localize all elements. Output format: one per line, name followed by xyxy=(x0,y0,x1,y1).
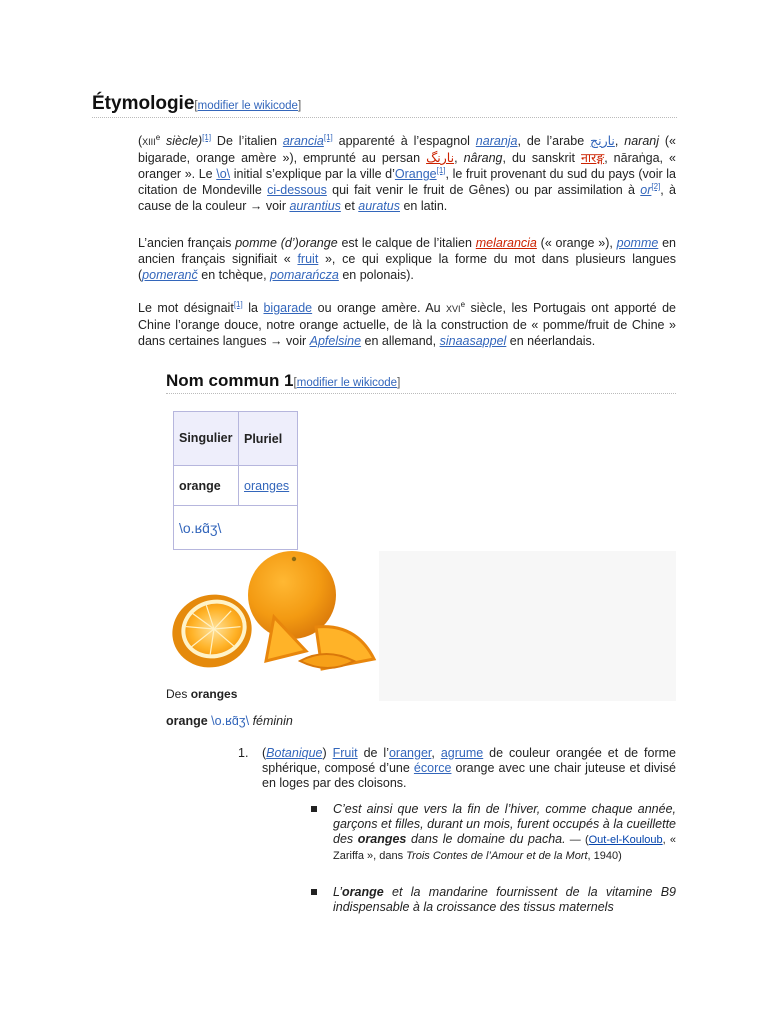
plural-form-link[interactable]: oranges xyxy=(244,478,290,493)
siecle-text: siècle) xyxy=(160,134,203,148)
text: Le mot désignait xyxy=(138,301,234,315)
oranges-image[interactable] xyxy=(166,551,379,679)
gender: féminin xyxy=(252,714,293,728)
link-arabic[interactable]: نارنج xyxy=(590,134,615,148)
text: en tchèque, xyxy=(197,268,271,282)
text: en allemand, xyxy=(361,334,440,348)
link-ecorce[interactable]: écorce xyxy=(413,761,452,775)
link-bigarade[interactable]: bigarade xyxy=(263,301,313,315)
definition-number: 1. xyxy=(238,746,249,760)
link-pron-o[interactable]: \o\ xyxy=(216,167,231,181)
headword-line xyxy=(166,714,293,728)
noun-heading xyxy=(166,371,676,394)
etymology-edit-section: [modifier le wikicode] xyxy=(194,100,302,112)
text: siècle, les Portugais ont apporté de Chine l’orange douce, notre orange actuelle, de là la construction de « pomme/fruit de Chine » dans certaines langues → voir xyxy=(138,301,676,348)
figure-background xyxy=(379,551,676,701)
link-ci-dessous[interactable]: ci-dessous xyxy=(267,183,327,197)
ref-1d[interactable]: [1] xyxy=(233,299,243,309)
text: , à cause de la couleur → voir xyxy=(138,183,676,213)
text: , nāraṅga, « oranger ». Le xyxy=(138,151,676,181)
example-bold: orange xyxy=(342,885,384,899)
text: C’est ainsi que vers la fin de l’hiver, comme chaque année, garçons et filles, durant un mois, furent occupés à la cueillette des xyxy=(333,802,676,846)
link-fruit-def[interactable]: Fruit xyxy=(332,746,358,760)
text: qui fait venir le fruit de Gênes) ou par assimilation à xyxy=(326,183,641,197)
plural-cell xyxy=(239,466,298,506)
example-bullet-2 xyxy=(311,889,317,895)
singular-form: orange xyxy=(174,466,239,506)
example-2 xyxy=(333,885,676,915)
text: en néerlandais. xyxy=(506,334,596,348)
word-dorange: (d’)orange xyxy=(276,236,338,250)
etymology-edit-link[interactable]: modifier le wikicode xyxy=(197,100,298,112)
text: est le calque de l’italien xyxy=(337,236,476,250)
text: de couleur orangée et de forme sphérique, composé d’une xyxy=(262,746,676,775)
ref-2[interactable]: [2] xyxy=(651,181,661,191)
link-fruit[interactable]: fruit xyxy=(297,252,319,266)
link-arancia[interactable]: arancia xyxy=(282,134,324,148)
example-bold: oranges xyxy=(357,832,407,846)
plural-header: Pluriel xyxy=(239,412,298,466)
century-sup: e xyxy=(155,132,161,142)
text: initial s’explique par la ville d’ xyxy=(230,167,395,181)
link-or[interactable]: or xyxy=(640,183,652,197)
noun-edit-section: [modifier le wikicode] xyxy=(293,377,401,389)
caption-text: Des xyxy=(166,687,191,701)
link-pomme[interactable]: pomme xyxy=(616,236,659,250)
example-1 xyxy=(333,802,676,864)
text: L’ xyxy=(333,885,343,899)
etymology-paragraph-1: (XIIIe siècle)[1] De l’italien arancia[1] apparenté à l’espagnol naranja, de l’arabe نارنج, naranj (« bigarade, orange amère »), emprunté au persan نارنگ, nârang, du sanskrit नारङ्ग, nāraṅga, « oranger ». Le \o\ initial s’explique par la ville d’Orange[1], le fruit provenant du sud du pays (voir la citation de Mondeville ci-dessous qui fait venir le fruit de Gênes) ou par assimilation à or[2], à cause de la couleur → voir aurantius et auratus en latin. xyxy=(138,132,677,213)
text: , « Zariffa », dans xyxy=(333,834,676,862)
link-aurantius[interactable]: aurantius xyxy=(289,199,341,213)
ref-1b[interactable]: [1] xyxy=(323,132,333,142)
etymology-paragraph-2 xyxy=(138,235,676,283)
text: et xyxy=(340,199,359,213)
etymology-heading xyxy=(92,93,677,118)
noun-edit-link[interactable]: modifier le wikicode xyxy=(296,377,398,389)
century-13: XIII xyxy=(142,137,156,147)
headword: orange xyxy=(166,714,208,728)
word-pomme: pomme xyxy=(235,236,277,250)
text: la xyxy=(242,301,264,315)
link-sanskrit[interactable]: नारङ्ग xyxy=(580,151,605,165)
link-oranger[interactable]: oranger xyxy=(388,746,432,760)
link-botanique[interactable]: Botanique xyxy=(266,746,323,760)
link-orange-city[interactable]: Orange xyxy=(394,167,437,181)
text: , 1940) xyxy=(587,850,622,862)
link-apfelsine[interactable]: Apfelsine xyxy=(309,334,362,348)
ref-1c[interactable]: [1] xyxy=(436,165,446,175)
text: De l’italien xyxy=(211,134,283,148)
text: de l’ xyxy=(357,746,389,760)
text: L’ancien français xyxy=(138,236,236,250)
text: orange avec une chair juteuse et divisé en loges par des cloisons. xyxy=(262,761,676,790)
link-naranja[interactable]: naranja xyxy=(475,134,518,148)
text: , xyxy=(614,134,625,148)
singular-header: Singulier xyxy=(174,412,239,466)
noun-title: Nom commun 1 xyxy=(166,371,294,390)
word-narang: nârang xyxy=(463,151,503,165)
book-title: Trois Contes de l’Amour et de la Mort xyxy=(406,850,588,862)
link-author[interactable]: Out-el-Kouloub xyxy=(588,834,663,846)
text: , le fruit provenant du sud du pays (voir la citation de Mondeville xyxy=(138,167,676,197)
text: apparenté à l’espagnol xyxy=(332,134,476,148)
text: , xyxy=(454,151,464,165)
text: dans le domaine du pacha. xyxy=(406,832,566,846)
etymology-title: Étymologie xyxy=(92,93,195,114)
etymology-paragraph-3 xyxy=(138,300,676,349)
text: en ancien français signifiait « xyxy=(138,236,677,266)
link-auratus[interactable]: auratus xyxy=(358,199,400,213)
link-agrume[interactable]: agrume xyxy=(440,746,484,760)
figure-caption xyxy=(166,687,237,701)
text: (« bigarade, orange amère »), emprunté au persan xyxy=(138,134,677,165)
text: , de l’arabe xyxy=(517,134,591,148)
link-pomarancza[interactable]: pomarańcza xyxy=(270,268,339,282)
link-pomeranc[interactable]: pomeranč xyxy=(142,268,198,282)
link-melarancia[interactable]: melarancia xyxy=(475,236,537,250)
text: , du sanskrit xyxy=(502,151,581,165)
text: — ( xyxy=(565,834,589,846)
caption-bold: oranges xyxy=(190,687,238,701)
text: ou orange amère. Au xyxy=(312,301,447,315)
century-sup: e xyxy=(460,299,466,309)
headword-pron-link[interactable]: \o.ʁɑ̃ʒ\ xyxy=(211,714,250,728)
text: », ce qui explique la forme du mot dans plusieurs langues ( xyxy=(138,252,677,282)
pron-cell xyxy=(174,506,298,550)
text: et la mandarine fournissent de la vitamine B9 indispensable à la croissance des tissus maternels xyxy=(333,885,676,914)
text: en polonais). xyxy=(338,268,414,282)
text: (« orange »), xyxy=(536,236,617,250)
word-naranj: naranj xyxy=(624,134,660,148)
pron-link[interactable]: \o.ʁɑ̃ʒ\ xyxy=(179,519,222,536)
text: en latin. xyxy=(399,199,448,213)
century-16: XVI xyxy=(446,304,461,314)
link-sinaasappel[interactable]: sinaasappel xyxy=(439,334,507,348)
inflection-table xyxy=(173,411,298,550)
example-bullet-1 xyxy=(311,806,317,812)
definition-1: (Botanique) Fruit de l’oranger, agrume de couleur orangée et de forme sphérique, composé d’une écorce orange avec une chair juteuse et divisé en loges par des cloisons. xyxy=(262,746,676,790)
link-persian[interactable]: نارنگ xyxy=(426,151,455,165)
ref-1[interactable]: [1] xyxy=(202,132,212,142)
